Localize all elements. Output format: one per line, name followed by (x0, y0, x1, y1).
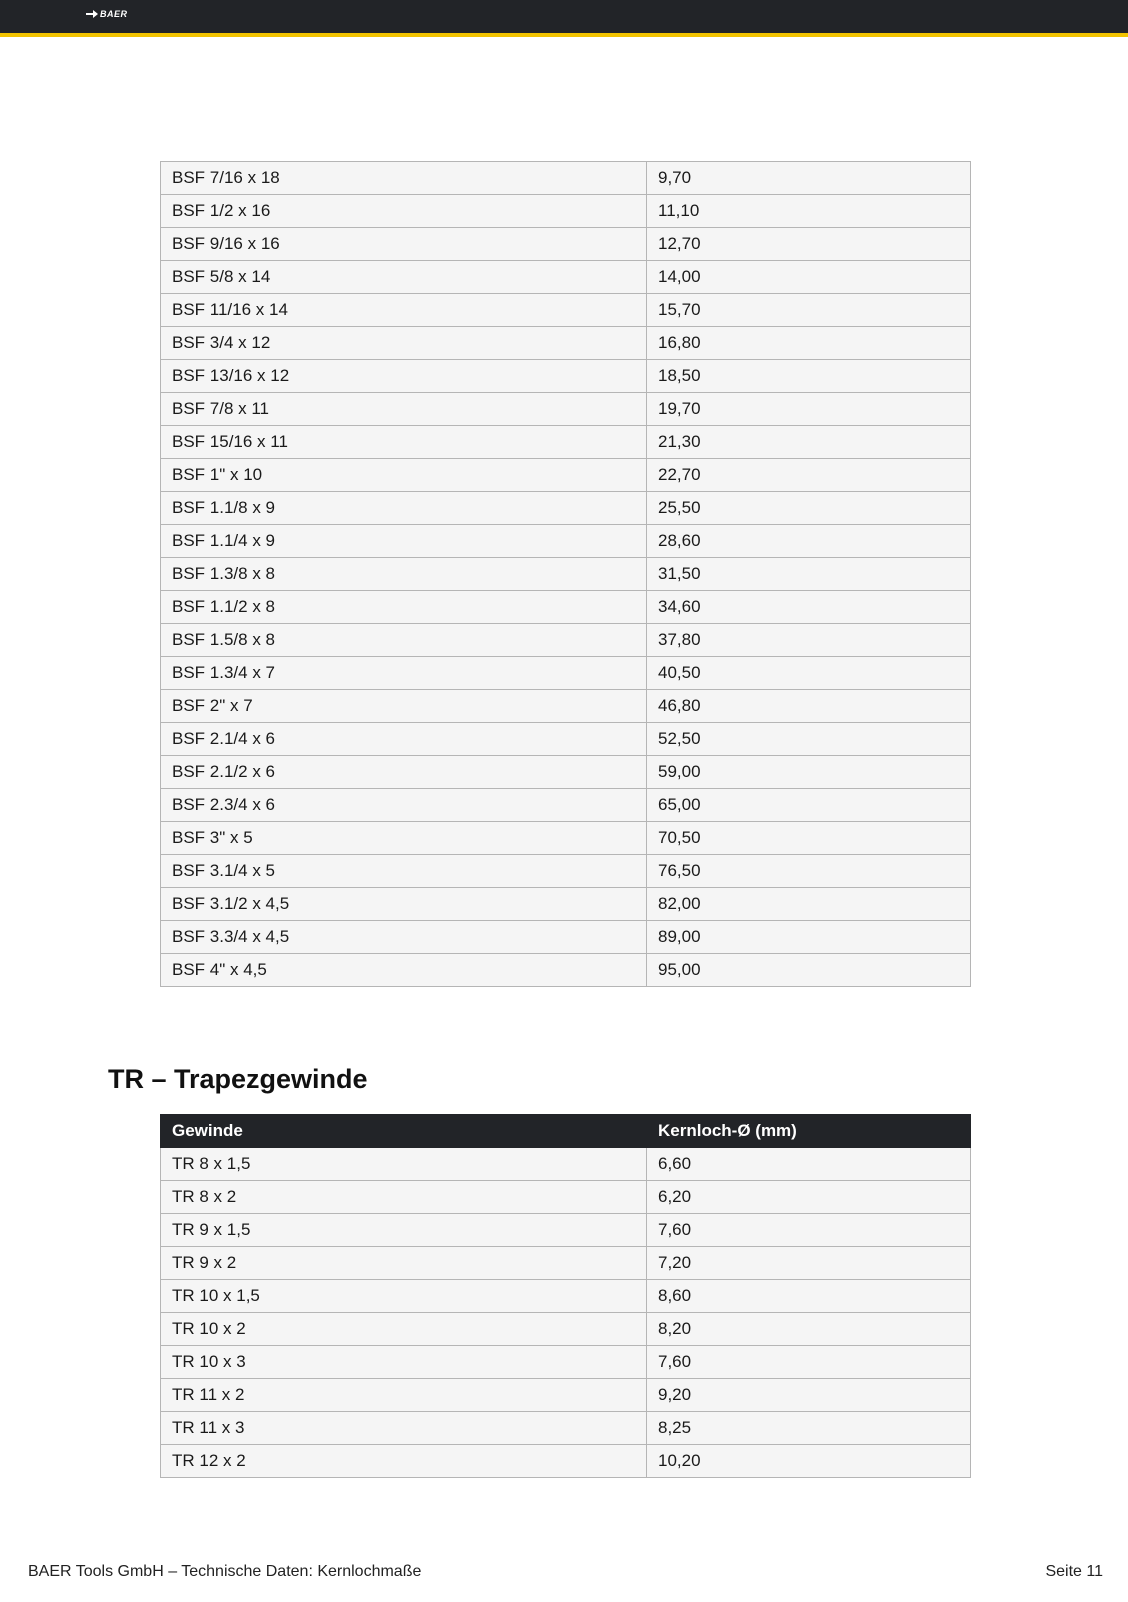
core-hole-diameter-cell: 8,25 (647, 1412, 971, 1445)
header-bar (0, 0, 1128, 37)
core-hole-diameter-cell: 9,70 (647, 162, 971, 195)
column-header-gewinde: Gewinde (161, 1115, 647, 1148)
core-hole-diameter-cell: 25,50 (647, 492, 971, 525)
table-row (161, 921, 971, 954)
table-row (161, 492, 971, 525)
thread-size-cell: BSF 4" x 4,5 (161, 954, 647, 987)
core-hole-diameter-cell: 46,80 (647, 690, 971, 723)
core-hole-diameter-cell: 19,70 (647, 393, 971, 426)
thread-size-cell: TR 12 x 2 (161, 1445, 647, 1478)
core-hole-diameter-cell: 59,00 (647, 756, 971, 789)
table-row (161, 624, 971, 657)
section-heading-tr: TR – Trapezgewinde (108, 1064, 368, 1094)
table-header-row (161, 1115, 971, 1148)
tr-table (160, 1114, 971, 1478)
thread-size-cell: BSF 1.1/2 x 8 (161, 591, 647, 624)
thread-size-cell: TR 8 x 2 (161, 1181, 647, 1214)
table-row (161, 1445, 971, 1478)
table-row (161, 789, 971, 822)
table-row (161, 1148, 971, 1181)
thread-size-cell: TR 9 x 2 (161, 1247, 647, 1280)
table-row (161, 558, 971, 591)
thread-size-cell: BSF 7/8 x 11 (161, 393, 647, 426)
thread-size-cell: BSF 1.3/4 x 7 (161, 657, 647, 690)
table-row (161, 954, 971, 987)
table-row (161, 294, 971, 327)
thread-size-cell: BSF 1.3/8 x 8 (161, 558, 647, 591)
core-hole-diameter-cell: 95,00 (647, 954, 971, 987)
table-row (161, 690, 971, 723)
core-hole-diameter-cell: 65,00 (647, 789, 971, 822)
thread-size-cell: TR 9 x 1,5 (161, 1214, 647, 1247)
table-row (161, 1313, 971, 1346)
core-hole-diameter-cell: 34,60 (647, 591, 971, 624)
column-header-kernloch: Kernloch-Ø (mm) (647, 1115, 971, 1148)
thread-size-cell: BSF 2.1/2 x 6 (161, 756, 647, 789)
thread-size-cell: BSF 3.3/4 x 4,5 (161, 921, 647, 954)
logo-text: BAER (100, 9, 128, 19)
thread-size-cell: BSF 2" x 7 (161, 690, 647, 723)
core-hole-diameter-cell: 18,50 (647, 360, 971, 393)
thread-size-cell: BSF 3.1/4 x 5 (161, 855, 647, 888)
core-hole-diameter-cell: 89,00 (647, 921, 971, 954)
core-hole-diameter-cell: 6,20 (647, 1181, 971, 1214)
core-hole-diameter-cell: 16,80 (647, 327, 971, 360)
thread-size-cell: TR 11 x 2 (161, 1379, 647, 1412)
table-row (161, 1412, 971, 1445)
table-row (161, 1181, 971, 1214)
core-hole-diameter-cell: 31,50 (647, 558, 971, 591)
table-row (161, 1280, 971, 1313)
core-hole-diameter-cell: 8,20 (647, 1313, 971, 1346)
core-hole-diameter-cell: 8,60 (647, 1280, 971, 1313)
table-row (161, 855, 971, 888)
thread-size-cell: TR 10 x 3 (161, 1346, 647, 1379)
core-hole-diameter-cell: 76,50 (647, 855, 971, 888)
core-hole-diameter-cell: 7,60 (647, 1214, 971, 1247)
table-row (161, 822, 971, 855)
core-hole-diameter-cell: 12,70 (647, 228, 971, 261)
thread-size-cell: BSF 5/8 x 14 (161, 261, 647, 294)
table-row (161, 888, 971, 921)
core-hole-diameter-cell: 82,00 (647, 888, 971, 921)
table-row (161, 591, 971, 624)
company-logo (86, 9, 128, 19)
core-hole-diameter-cell: 6,60 (647, 1148, 971, 1181)
table-row (161, 657, 971, 690)
thread-size-cell: TR 11 x 3 (161, 1412, 647, 1445)
thread-size-cell: BSF 2.3/4 x 6 (161, 789, 647, 822)
table-row (161, 723, 971, 756)
thread-size-cell: TR 10 x 2 (161, 1313, 647, 1346)
thread-size-cell: BSF 3.1/2 x 4,5 (161, 888, 647, 921)
footer-company-text: BAER Tools GmbH – Technische Daten: Kernlochmaße (28, 1563, 422, 1580)
page-number: Seite 11 (1045, 1563, 1103, 1580)
bsf-table (160, 161, 971, 987)
table-row (161, 1247, 971, 1280)
core-hole-diameter-cell: 7,60 (647, 1346, 971, 1379)
table-row (161, 261, 971, 294)
core-hole-diameter-cell: 22,70 (647, 459, 971, 492)
thread-size-cell: BSF 1.5/8 x 8 (161, 624, 647, 657)
table-row (161, 756, 971, 789)
logo-arrow-icon (86, 10, 98, 18)
thread-size-cell: BSF 1.1/8 x 9 (161, 492, 647, 525)
table-row (161, 459, 971, 492)
core-hole-diameter-cell: 28,60 (647, 525, 971, 558)
core-hole-diameter-cell: 40,50 (647, 657, 971, 690)
thread-size-cell: TR 10 x 1,5 (161, 1280, 647, 1313)
core-hole-diameter-cell: 52,50 (647, 723, 971, 756)
thread-size-cell: BSF 9/16 x 16 (161, 228, 647, 261)
thread-size-cell: BSF 3" x 5 (161, 822, 647, 855)
core-hole-diameter-cell: 10,20 (647, 1445, 971, 1478)
thread-size-cell: BSF 13/16 x 12 (161, 360, 647, 393)
table-row (161, 525, 971, 558)
core-hole-diameter-cell: 11,10 (647, 195, 971, 228)
table-row (161, 1214, 971, 1247)
core-hole-diameter-cell: 14,00 (647, 261, 971, 294)
table-row (161, 195, 971, 228)
core-hole-diameter-cell: 7,20 (647, 1247, 971, 1280)
thread-size-cell: BSF 2.1/4 x 6 (161, 723, 647, 756)
thread-size-cell: BSF 15/16 x 11 (161, 426, 647, 459)
thread-size-cell: TR 8 x 1,5 (161, 1148, 647, 1181)
table-row (161, 327, 971, 360)
table-row (161, 393, 971, 426)
table-row (161, 228, 971, 261)
core-hole-diameter-cell: 21,30 (647, 426, 971, 459)
core-hole-diameter-cell: 37,80 (647, 624, 971, 657)
core-hole-diameter-cell: 15,70 (647, 294, 971, 327)
thread-size-cell: BSF 1.1/4 x 9 (161, 525, 647, 558)
table-row (161, 162, 971, 195)
table-row (161, 426, 971, 459)
table-row (161, 1379, 971, 1412)
table-row (161, 1346, 971, 1379)
thread-size-cell: BSF 7/16 x 18 (161, 162, 647, 195)
core-hole-diameter-cell: 70,50 (647, 822, 971, 855)
table-row (161, 360, 971, 393)
core-hole-diameter-cell: 9,20 (647, 1379, 971, 1412)
thread-size-cell: BSF 1/2 x 16 (161, 195, 647, 228)
thread-size-cell: BSF 11/16 x 14 (161, 294, 647, 327)
thread-size-cell: BSF 3/4 x 12 (161, 327, 647, 360)
thread-size-cell: BSF 1" x 10 (161, 459, 647, 492)
